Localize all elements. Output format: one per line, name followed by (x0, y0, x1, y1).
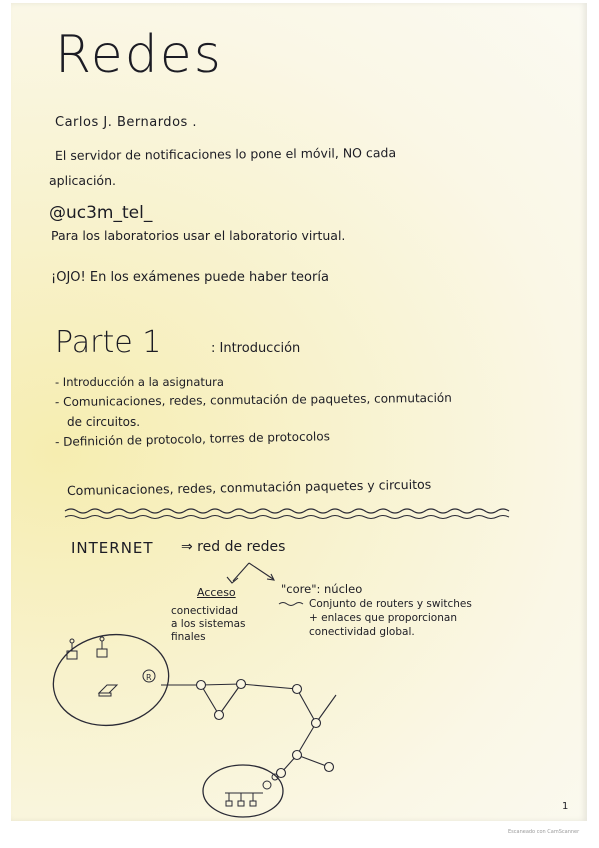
core-label: "core": núcleo (281, 582, 363, 596)
note-line-2: aplicación. (49, 173, 116, 188)
part-title: Parte 1 (55, 325, 162, 360)
acceso-label: Acceso (197, 586, 236, 599)
page-title: Redes (55, 25, 223, 85)
network-sketch (11, 3, 587, 821)
bullet-item-2-cont: de circuitos. (67, 415, 141, 429)
internet-definition: ⇒ red de redes (181, 539, 286, 555)
core-description: Conjunto de routers y switches + enlaces que proporcionan conectividad global. (309, 598, 472, 638)
internet-label: INTERNET (71, 539, 154, 557)
core-links (161, 684, 336, 773)
arrow-to-acceso (233, 563, 249, 581)
section-heading: Comunicaciones, redes, conmutación paquetes y circuitos (66, 476, 432, 498)
note-line-4: ¡OJO! En los exámenes puede haber teoría (51, 270, 329, 285)
scanner-watermark: Escaneado con CamScanner (508, 829, 580, 835)
part-subtitle: : Introducción (211, 341, 301, 356)
note-line-3: Para los laboratorios usar el laboratorio virtual. (51, 228, 346, 243)
note-line-1: El servidor de notificaciones lo pone el móvil, NO cada (54, 145, 397, 163)
acceso-description: conectividad a los sistemas finales (171, 605, 246, 643)
router-symbol: R (146, 673, 152, 682)
handle-line: @uc3m_tel_ (49, 203, 153, 223)
lan-ellipse (203, 765, 283, 817)
lan-hosts (225, 774, 278, 806)
arrow-to-core (249, 563, 273, 579)
access-network-ellipse (46, 626, 176, 735)
bullet-item-3: - Definición de protocolo, torres de protocolos (54, 429, 331, 449)
author-line: Carlos J. Bernardos . (55, 115, 198, 130)
page-number: 1 (562, 801, 569, 812)
device-icon (67, 637, 117, 696)
bullet-item-1: - Introducción a la asignatura (55, 375, 224, 389)
notebook-page (11, 3, 587, 821)
wavy-underline (65, 509, 509, 513)
bullet-item-2: - Comunicaciones, redes, conmutación de paquetes, conmutación (54, 390, 452, 409)
